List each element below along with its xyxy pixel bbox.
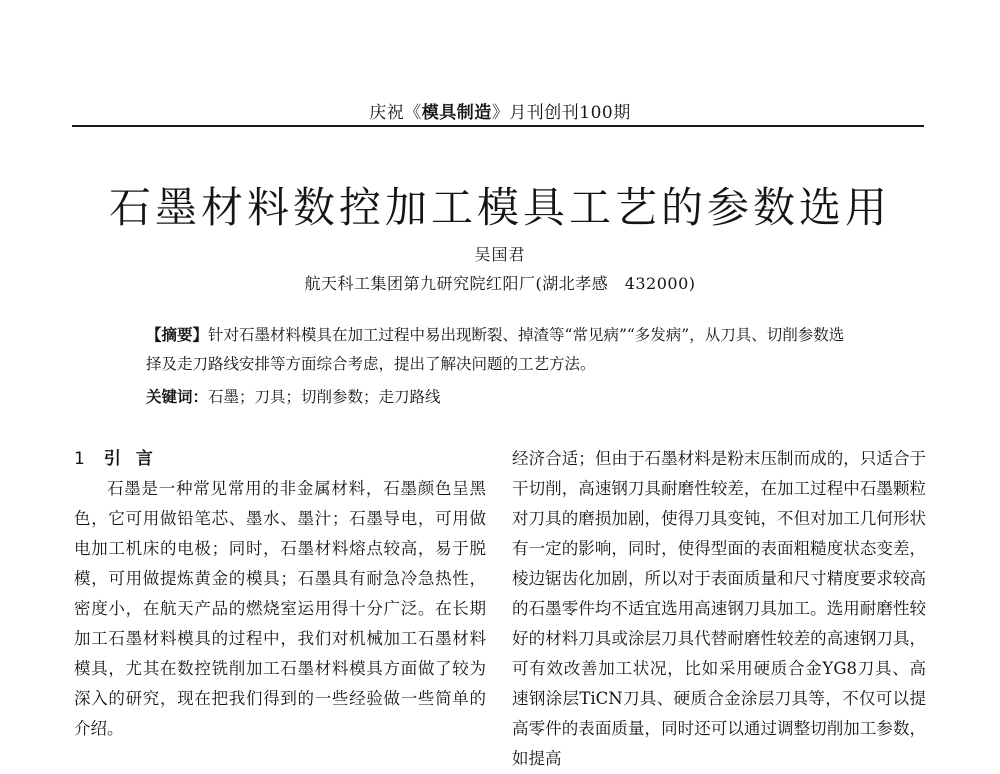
left-column — [74, 444, 486, 744]
paper-title: 石墨材料数控加工模具工艺的参数选用 — [108, 183, 891, 232]
abstract-label: 【摘要】 — [146, 325, 209, 344]
running-header-prefix: 庆祝《 — [369, 103, 422, 123]
header-rule — [72, 125, 924, 127]
keywords — [146, 385, 858, 407]
intro-paragraph: 石墨是一种常见常用的非金属材料，石墨颜色呈黑色，它可用做铅笔芯、墨水、墨汁；石墨导电，可用做电加工机床的电极；同时，石墨材料熔点较高，易于脱模，可用做提炼黄金的模具；石墨具有耐急冷急热性，密度小，在航天产品的燃烧室运用得十分广泛。在长期加工石墨材料模具的过程中，我们对机械加工石墨材料模具，尤其在数控铣削加工石墨材料模具方面做了较为深入的研究，现在把我们得到的一些经验做一些简单的介绍。 — [74, 479, 486, 738]
section-heading — [74, 444, 486, 474]
author-name: 吴国君 — [474, 245, 526, 264]
right-column — [512, 444, 926, 774]
keywords-label: 关键词： — [146, 387, 209, 406]
section-title-first: 引 — [103, 449, 122, 469]
running-header — [0, 98, 1000, 123]
running-header-suffix: 》月刊创刊100期 — [491, 103, 631, 123]
author-affiliation: 航天科工集团第九研究院红阳厂(湖北孝感 432000) — [304, 274, 696, 293]
section-number: 1 — [74, 449, 86, 469]
continued-paragraph: 经济合适；但由于石墨材料是粉末压制而成的，只适合于干切削，高速钢刀具耐磨性较差，在加工过程中石墨颗粒对刀具的磨损加剧，使得刀具变钝，不但对加工几何形状有一定的影响，同时，使得型面的表面粗糙度状态变差，棱边锯齿化加剧，所以对于表面质量和尺寸精度要求较高的石墨零件均不适宜选用高速钢刀具加工。选用耐磨性较好的材料刀具或涂层刀具代替耐磨性较差的高速钢刀具，可有效改善加工状况，比如采用硬质合金YG8刀具、高速钢涂层TiCN刀具、硬质合金涂层刀具等，不仅可以提高零件的表面质量，同时还可以通过调整切削加工参数，如提高 — [512, 449, 926, 768]
journal-name: 模具制造 — [421, 103, 492, 123]
section-title-second: 言 — [135, 449, 154, 469]
abstract — [146, 320, 858, 379]
abstract-text: 针对石墨材料模具在加工过程中易出现断裂、掉渣等“常见病”“多发病”，从刀具、切削参数选择及走刀路线安排等方面综合考虑，提出了解决问题的工艺方法。 — [146, 326, 845, 373]
keywords-text: 石墨；刀具；切削参数；走刀路线 — [208, 388, 441, 406]
